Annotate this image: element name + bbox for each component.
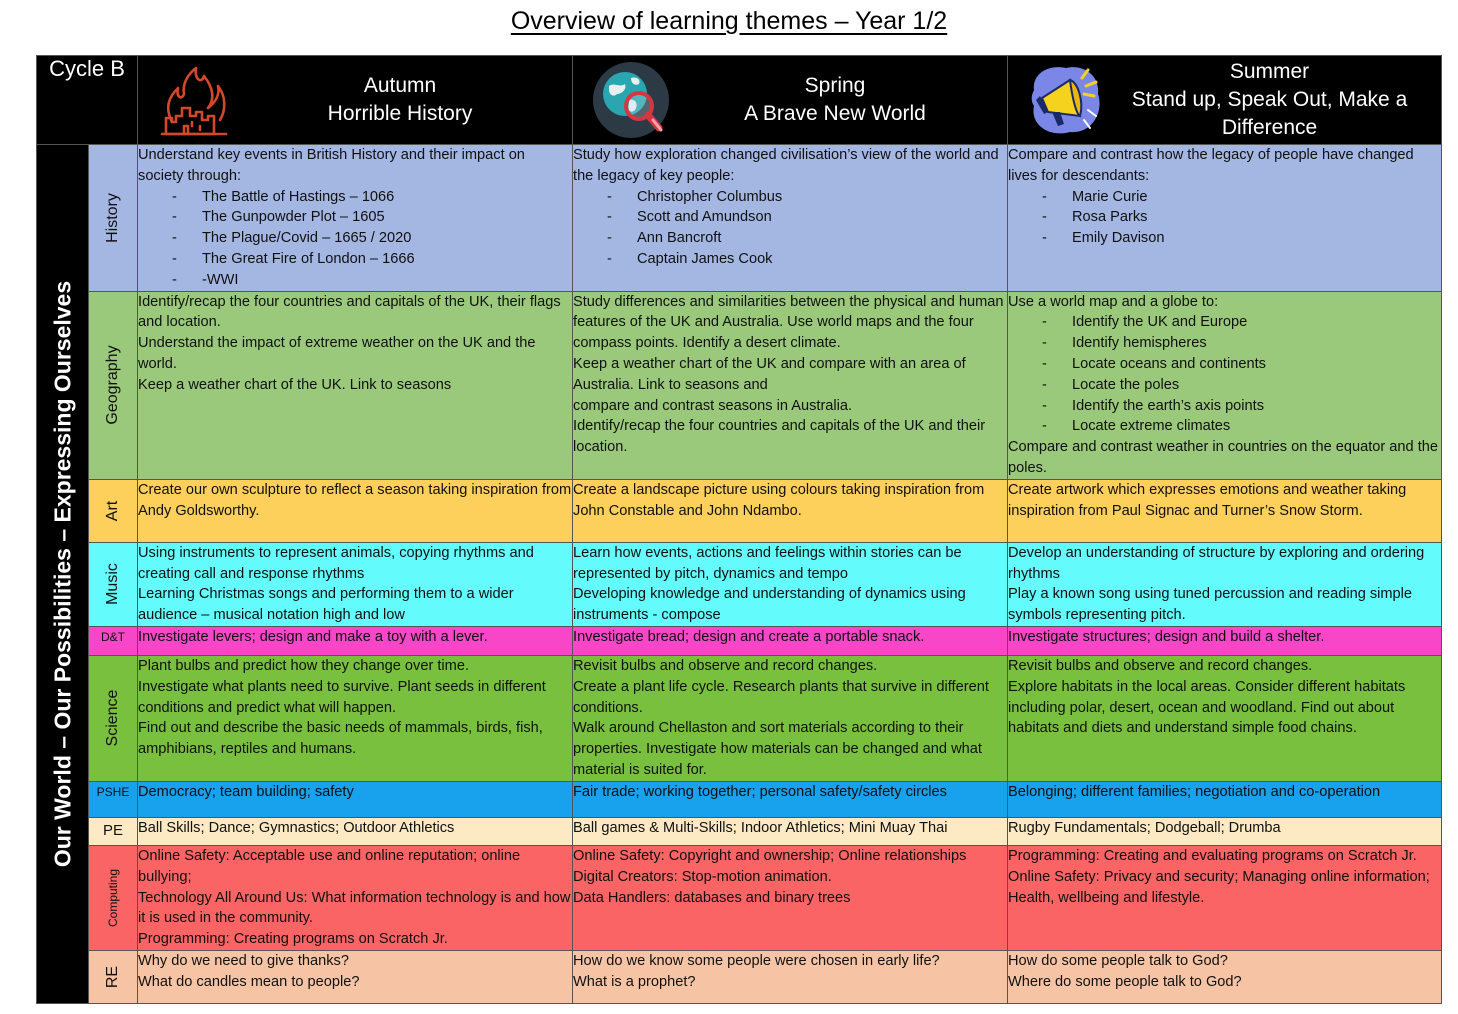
re-spring [573,950,1008,1003]
cell-text: Revisit bulbs and observe and record changes. [1008,657,1313,674]
cell-text: Technology All Around Us: What information technology is and how it is used in the community. [138,889,571,927]
cell-text: Compare and contrast how the legacy of people have changed lives for descendants: [1008,147,1414,184]
cell-text: Developing knowledge and understanding of dynamics using instruments - compose [573,586,966,624]
cell-text: compare and contrast seasons in Australia. [573,397,853,414]
side-banner-label: Our World – Our Possibilities – Expressing Ourselves [49,280,75,868]
cell-text: Keep a weather chart of the UK and compare with an area of Australia. Link to seasons and [573,355,966,393]
pshe-autumn: Democracy; team building; safety [138,781,573,817]
science-spring [573,655,1008,781]
row-pshe [37,781,1442,817]
subject-label: D&T [101,629,125,644]
list-item: - Identify the earth’s axis points [1042,396,1441,417]
cell-text: Study how exploration changed civilisation’s view of the world and the legacy of key people: [573,147,999,184]
row-science [37,655,1442,781]
music-spring [573,542,1008,626]
list-item: - Rosa Parks [1042,207,1441,228]
list-item: - The Great Fire of London – 1666 [172,249,572,270]
cell-text: Online Safety: Copyright and ownership; Online relationships [573,847,967,864]
cell-text: Use a world map and a globe to: [1008,293,1219,310]
pe-summer: Rugby Fundamentals; Dodgeball; Drumba [1008,817,1442,845]
row-re [37,950,1442,1003]
cell-text: Learning Christmas songs and performing them to a wider audience – musical notation high and low [138,586,514,624]
row-dt [37,626,1442,655]
cell-text: Walk around Chellaston and sort materials according to their properties. Investigate how materials can be changed and what material is suited for. [573,720,982,778]
row-art [37,479,1442,542]
music-autumn [138,542,573,626]
art-autumn: Create our own sculpture to reflect a season taking inspiration from Andy Goldsworthy. [138,479,573,542]
season-summer [1008,56,1442,145]
cell-text: Investigate what plants need to survive. Plant seeds in different conditions and predict what will happen. [138,678,546,716]
subject-pe [89,817,138,845]
megaphone-icon [1026,60,1106,140]
side-banner [37,145,89,1004]
history-spring [573,145,1008,292]
cell-text: How do we know some people were chosen in early life? [573,952,940,969]
subject-dt [89,626,138,655]
globe-magnifier-icon [591,60,671,140]
subject-re [89,950,138,1003]
history-autumn [138,145,573,292]
subject-geography [89,291,138,479]
subject-label: RE [104,965,121,989]
re-autumn [138,950,573,1003]
cell-text: Online Safety: Acceptable use and online reputation; online bullying; [138,847,521,885]
pshe-spring: Fair trade; working together; personal safety/safety circles [573,781,1008,817]
cell-text: How do some people talk to God? [1008,952,1228,969]
computing-spring [573,845,1008,950]
cell-text: Data Handlers: databases and binary trees [573,889,851,906]
list-item: - Scott and Amundson [607,207,1007,228]
header-row [37,56,1442,145]
cell-text: Where do some people talk to God? [1008,973,1242,990]
list-item: - The Gunpowder Plot – 1605 [172,207,572,228]
science-summer [1008,655,1442,781]
season-spring-name: Spring [804,74,866,97]
cell-text: Explore habitats in the local areas. Consider different habitats including polar, desert, ocean and woodland. Find out about habitats and diets and understand simple food chains. [1008,678,1406,737]
list-item: - Ann Bancroft [607,228,1007,249]
season-autumn [138,56,573,145]
row-pe [37,817,1442,845]
list-item: - Locate oceans and continents [1042,354,1441,375]
list-item: - Christopher Columbus [607,187,1007,208]
subject-label: PE [103,821,124,839]
cell-text: Plant bulbs and predict how they change over time. [138,657,470,674]
cell-text: What do candles mean to people? [138,973,360,990]
list-item: - Locate extreme climates [1042,416,1441,437]
season-spring-theme: A Brave New World [744,102,926,125]
subject-science [89,655,138,781]
cell-text: Understand key events in British History and their impact on society through: [138,147,525,184]
subject-label: Art [104,500,121,521]
art-spring: Create a landscape picture using colours taking inspiration from John Constable and John Ndambo. [573,479,1008,542]
row-music [37,542,1442,626]
cell-text: Why do we need to give thanks? [138,952,349,969]
cell-text: Understand the impact of extreme weather on the UK and the world. [138,335,536,372]
list-item: - Marie Curie [1042,187,1441,208]
subject-art [89,479,138,542]
art-summer: Create artwork which expresses emotions and weather taking inspiration from Paul Signac and Turner’s Snow Storm. [1008,479,1442,542]
subject-label: Music [104,563,121,606]
row-history [37,145,1442,292]
geography-spring [573,291,1008,479]
pe-spring: Ball games & Multi-Skills; Indoor Athletics; Mini Muay Thai [573,817,1008,845]
cell-text: Identify/recap the four countries and capitals of the UK and their location. [573,418,986,456]
list-item: - The Battle of Hastings – 1066 [172,187,572,208]
cell-text: Programming: Creating programs on Scratch Jr. [138,931,448,948]
list-item: - The Plague/Covid – 1665 / 2020 [172,228,572,249]
cell-text: Revisit bulbs and observe and record changes. [573,657,878,674]
cell-text: What is a prophet? [573,973,696,990]
dt-spring: Investigate bread; design and create a portable snack. [573,626,1008,655]
cell-text: Study differences and similarities between the physical and human features of the UK and Australia. Use world maps and the four compass points. Identify a desert climate. [573,293,1004,352]
cell-text: Learn how events, actions and feelings within stories can be represented by pitch, dynamics and tempo [573,544,962,582]
season-autumn-theme: Horrible History [327,102,473,125]
season-summer-theme: Stand up, Speak Out, Make a Difference [1131,88,1408,139]
subject-label: Geography [104,345,121,425]
season-summer-name: Summer [1229,60,1310,83]
subject-history [89,145,138,292]
pe-autumn: Ball Skills; Dance; Gymnastics; Outdoor Athletics [138,817,573,845]
subject-label: Computing [106,868,120,927]
list-item: - Identify hemispheres [1042,333,1441,354]
cell-text: Identify/recap the four countries and capitals of the UK, their flags and location. [138,293,561,331]
pshe-summer: Belonging; different families; negotiation and co-operation [1008,781,1442,817]
list-item: - Captain James Cook [607,249,1007,270]
cell-text: Programming: Creating and evaluating programs on Scratch Jr. [1008,847,1417,864]
dt-autumn: Investigate levers; design and make a toy with a lever. [138,626,573,655]
cell-text: Develop an understanding of structure by exploring and ordering rhythms [1008,544,1425,582]
burning-castle-icon [156,60,236,140]
list-item: - Emily Davison [1042,228,1441,249]
cell-text: Using instruments to represent animals, copying rhythms and creating call and response rhythms [138,544,534,582]
list-item: - Locate the poles [1042,375,1441,396]
season-autumn-name: Autumn [363,74,437,97]
subject-pshe [89,781,138,817]
list-item: - Identify the UK and Europe [1042,312,1441,333]
cell-text: Play a known song using tuned percussion and reading simple symbols representing pitch. [1008,586,1413,624]
subject-label: Science [104,689,121,747]
cell-text: Digital Creators: Stop-motion animation. [573,868,832,885]
music-summer [1008,542,1442,626]
geography-autumn [138,291,573,479]
subject-label: History [104,192,121,243]
page-title: Overview of learning themes – Year 1/2 [510,7,948,35]
season-spring [573,56,1008,145]
subject-music [89,542,138,626]
cell-text: Keep a weather chart of the UK. Link to seasons [138,376,452,393]
cell-text: Create a plant life cycle. Research plants that survive in different conditions. [573,678,989,716]
cell-text: Compare and contrast weather in countries on the equator and the poles. [1008,439,1438,476]
re-summer [1008,950,1442,1003]
history-summer [1008,145,1442,292]
learning-themes-table [36,55,1442,1004]
list-item: - -WWI [172,270,572,291]
subject-computing [89,845,138,950]
cell-text: Online Safety: Privacy and security; Managing online information; Health, wellbeing and lifestyle. [1008,868,1430,906]
computing-summer [1008,845,1442,950]
geography-summer [1008,291,1442,479]
cell-text: Find out and describe the basic needs of mammals, birds, fish, amphibians, reptiles and humans. [138,720,543,758]
computing-autumn [138,845,573,950]
dt-summer: Investigate structures; design and build a shelter. [1008,626,1442,655]
cycle-label: Cycle B [37,56,138,145]
subject-label: PSHE [96,784,130,799]
science-autumn [138,655,573,781]
row-computing [37,845,1442,950]
row-geography [37,291,1442,479]
